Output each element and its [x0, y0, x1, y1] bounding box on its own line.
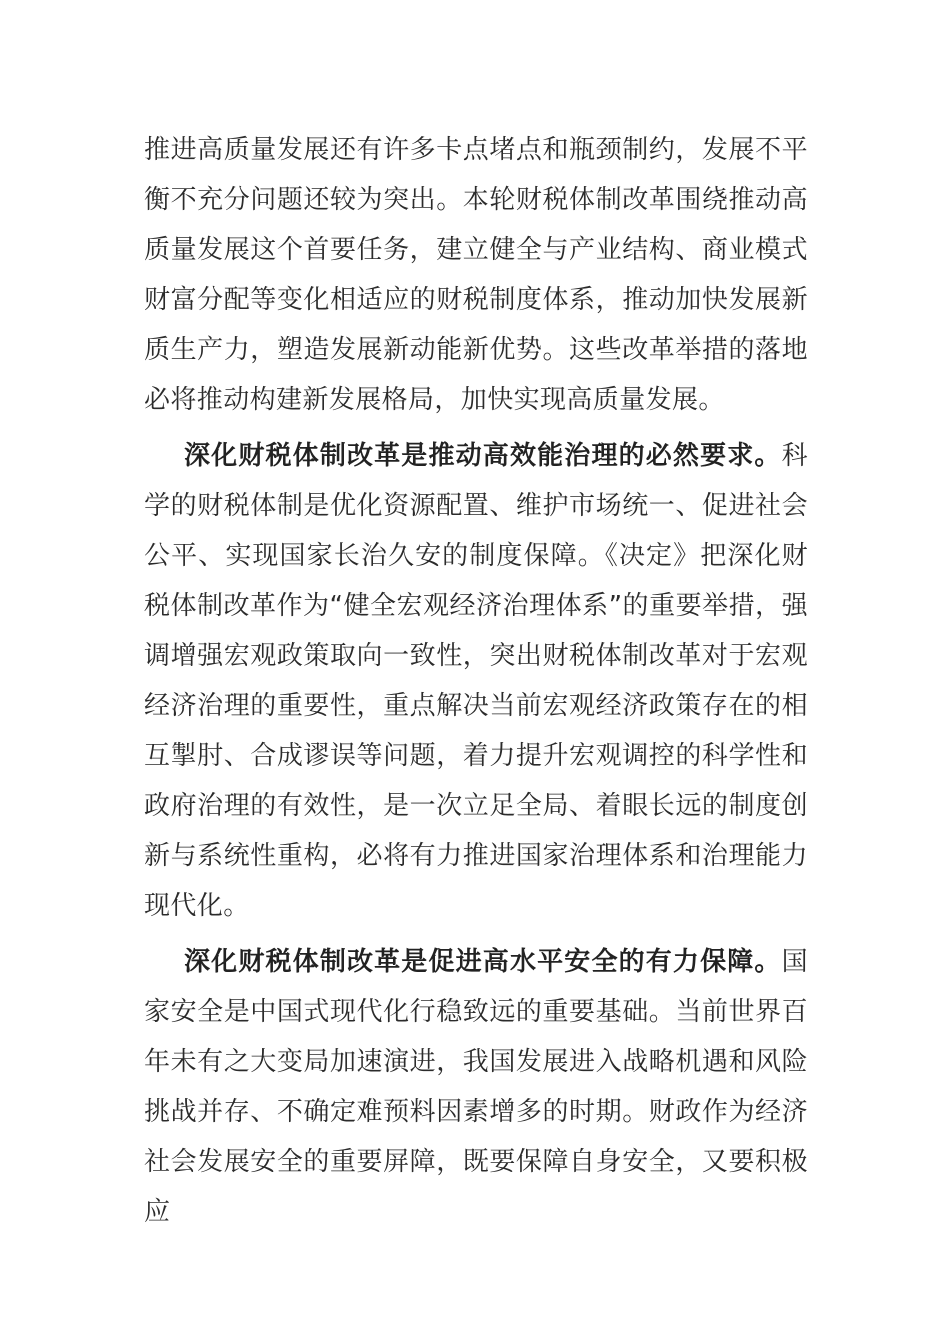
- paragraph-lead: 深化财税体制改革是推动高效能治理的必然要求。: [184, 441, 782, 471]
- paragraph-body: 科学的财税体制是优化资源配置、维护市场统一、促进社会公平、实现国家长治久安的制度保障。《决定》把深化财税体制改革作为“健全宏观经济治理体系”的重要举措，强调增强宏观政策取向一致性，突出财税体制改革对于宏观经济治理的重要性，重点解决当前宏观经济政策存在的相互掣肘、合成谬误等问题，着力提升宏观调控的科学性和政府治理的有效性，是一次立足全局、着眼长远的制度创新与系统性重构，必将有力推进国家治理体系和治理能力现代化。: [144, 441, 808, 921]
- paragraph-governance: [144, 431, 808, 931]
- paragraph-continuation: [144, 125, 808, 425]
- paragraph-body: 国家安全是中国式现代化行稳致远的重要基础。当前世界百年未有之大变局加速演进，我国发展进入战略机遇和风险挑战并存、不确定难预料因素增多的时期。财政作为经济社会发展安全的重要屏障，既要保障自身安全，又要积极应: [144, 947, 808, 1227]
- paragraph-lead: 深化财税体制改革是促进高水平安全的有力保障。: [184, 947, 782, 977]
- paragraph-body: 推进高质量发展还有许多卡点堵点和瓶颈制约，发展不平衡不充分问题还较为突出。本轮财税体制改革围绕推动高质量发展这个首要任务，建立健全与产业结构、商业模式财富分配等变化相适应的财税制度体系，推动加快发展新质生产力，塑造发展新动能新优势。这些改革举措的落地必将推动构建新发展格局，加快实现高质量发展。: [144, 135, 808, 415]
- document-page: [144, 125, 808, 1243]
- paragraph-security: [144, 937, 808, 1237]
